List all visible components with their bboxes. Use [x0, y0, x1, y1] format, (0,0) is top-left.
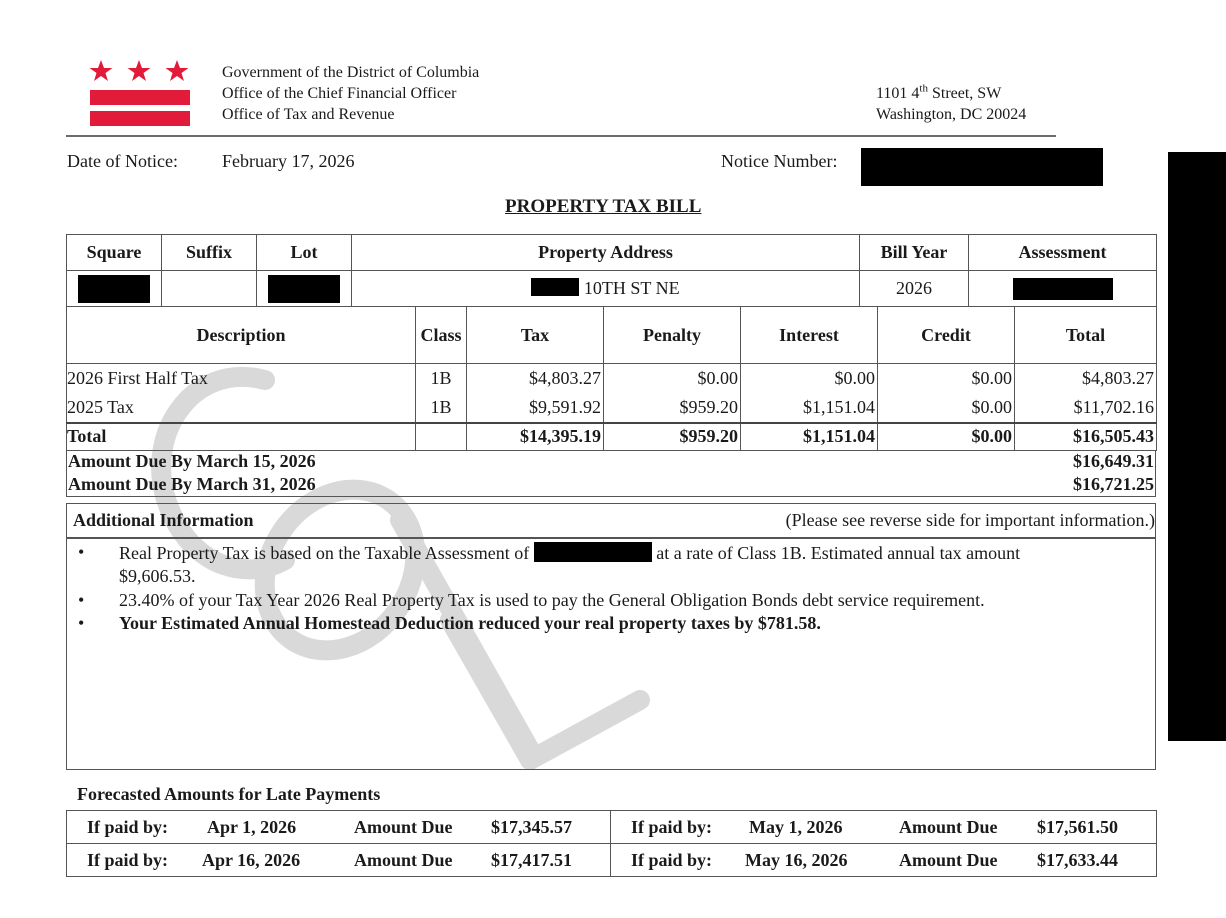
charge-tax: $4,803.27	[467, 364, 604, 394]
dc-flag-logo	[88, 58, 192, 128]
col-header-property-address: Property Address	[352, 235, 860, 271]
charge-penalty: $0.00	[604, 364, 741, 394]
assessment-value	[969, 271, 1157, 307]
info-bullet-2: 23.40% of your Tax Year 2026 Real Property Tax is used to pay the General Obligation Bonds debt service requirement.	[119, 590, 985, 610]
property-address-value: 10TH ST NE	[352, 271, 860, 307]
amount-due-value: $17,345.57	[491, 817, 572, 837]
late-payment-cell	[67, 811, 611, 844]
charge-class: 1B	[416, 394, 467, 423]
paid-by-date: Apr 16, 2026	[202, 850, 301, 870]
paid-by-date: Apr 1, 2026	[207, 817, 297, 837]
total-label: Total	[67, 423, 416, 451]
amount-due-value-2: $16,721.25	[1073, 474, 1154, 494]
taxable-assessment-redacted	[534, 542, 652, 562]
date-of-notice-label: Date of Notice:	[67, 151, 178, 171]
charge-interest: $1,151.04	[741, 394, 878, 423]
additional-info-note: (Please see reverse side for important information.)	[785, 510, 1155, 530]
total-total: $16,505.43	[1015, 423, 1157, 451]
col-header-lot: Lot	[257, 235, 352, 271]
side-redaction-bar	[1168, 152, 1226, 741]
late-payments-table	[66, 810, 1157, 877]
amount-due-label: Amount Due	[899, 850, 998, 870]
bill-year-value: 2026	[860, 271, 969, 307]
total-interest: $1,151.04	[741, 423, 878, 451]
col-header-bill-year: Bill Year	[860, 235, 969, 271]
additional-info-title: Additional Information	[73, 510, 254, 530]
assessment-redacted	[1013, 278, 1113, 300]
notice-number-label: Notice Number:	[721, 151, 838, 171]
charge-interest: $0.00	[741, 364, 878, 394]
address-line-2: Washington, DC 20024	[876, 106, 1027, 123]
charge-class: 1B	[416, 364, 467, 394]
late-payment-row	[67, 844, 1157, 877]
charge-penalty: $959.20	[604, 394, 741, 423]
col-header-description: Description	[67, 307, 416, 364]
square-value	[67, 271, 162, 307]
info-bullet-3: Your Estimated Annual Homestead Deduction reduced your real property taxes by $781.58.	[119, 613, 821, 633]
amount-due-value: $17,417.51	[491, 850, 572, 870]
info-bullet-1: Real Property Tax is based on the Taxable Assessment of at a rate of Class 1B. Estimated annual tax amount	[119, 543, 1021, 563]
amount-due-box	[66, 450, 1156, 497]
notice-number-redacted	[861, 148, 1103, 186]
charge-tax: $9,591.92	[467, 394, 604, 423]
bill-title: PROPERTY TAX BILL	[505, 196, 702, 217]
additional-info-header-divider	[67, 537, 1155, 539]
col-header-square: Square	[67, 235, 162, 271]
bullet-icon: •	[78, 542, 85, 562]
address-number-redacted	[531, 278, 579, 296]
col-header-credit: Credit	[878, 307, 1015, 364]
charge-total: $11,702.16	[1015, 394, 1157, 423]
agency-address	[876, 83, 1026, 125]
suffix-value	[162, 271, 257, 307]
col-header-total: Total	[1015, 307, 1157, 364]
amount-due-label: Amount Due	[354, 817, 453, 837]
col-header-interest: Interest	[741, 307, 878, 364]
lot-value	[257, 271, 352, 307]
dc-flag-icon	[88, 58, 192, 128]
lot-redacted	[268, 275, 340, 303]
amount-due-label: Amount Due	[899, 817, 998, 837]
property-table	[66, 234, 1157, 307]
charge-credit: $0.00	[878, 394, 1015, 423]
paid-by-date: May 1, 2026	[749, 817, 843, 837]
bullet-icon: •	[78, 613, 85, 633]
paid-by-date: May 16, 2026	[745, 850, 848, 870]
total-credit: $0.00	[878, 423, 1015, 451]
total-class	[416, 423, 467, 451]
col-header-assessment: Assessment	[969, 235, 1157, 271]
paid-by-label: If paid by:	[87, 850, 169, 870]
agency-name-block	[222, 62, 479, 125]
amount-due-label-1: Amount Due By March 15, 2026	[68, 451, 316, 471]
date-of-notice-value: February 17, 2026	[222, 151, 355, 171]
agency-line-1: Government of the District of Columbia	[222, 64, 480, 81]
col-header-suffix: Suffix	[162, 235, 257, 271]
total-row	[67, 423, 1157, 451]
agency-line-2: Office of the Chief Financial Officer	[222, 85, 457, 102]
paid-by-label: If paid by:	[87, 817, 169, 837]
header-divider	[66, 135, 1056, 137]
total-tax: $14,395.19	[467, 423, 604, 451]
bullet-icon: •	[78, 590, 85, 610]
charge-credit: $0.00	[878, 364, 1015, 394]
col-header-penalty: Penalty	[604, 307, 741, 364]
amount-due-value: $17,633.44	[1037, 850, 1118, 870]
paid-by-label: If paid by:	[631, 817, 713, 837]
late-payments-title: Forecasted Amounts for Late Payments	[77, 784, 381, 804]
late-payment-row	[67, 811, 1157, 844]
amount-due-value-1: $16,649.31	[1073, 451, 1154, 471]
charge-row	[67, 394, 1157, 423]
charge-description: 2025 Tax	[67, 394, 416, 423]
amount-due-label-2: Amount Due By March 31, 2026	[68, 474, 316, 494]
amount-due-label: Amount Due	[354, 850, 453, 870]
col-header-tax: Tax	[467, 307, 604, 364]
late-payment-cell	[611, 811, 1157, 844]
amount-due-value: $17,561.50	[1037, 817, 1118, 837]
charge-row	[67, 364, 1157, 394]
address-line-1: 1101 4th Street, SW	[876, 82, 1002, 102]
square-redacted	[78, 275, 150, 303]
charges-table	[66, 306, 1157, 451]
agency-line-3: Office of Tax and Revenue	[222, 106, 395, 123]
col-header-class: Class	[416, 307, 467, 364]
late-payment-cell	[611, 844, 1157, 877]
charge-description: 2026 First Half Tax	[67, 364, 416, 394]
charge-total: $4,803.27	[1015, 364, 1157, 394]
info-bullet-1-line-2: $9,606.53.	[119, 566, 196, 586]
total-penalty: $959.20	[604, 423, 741, 451]
paid-by-label: If paid by:	[631, 850, 713, 870]
late-payment-cell	[67, 844, 611, 877]
